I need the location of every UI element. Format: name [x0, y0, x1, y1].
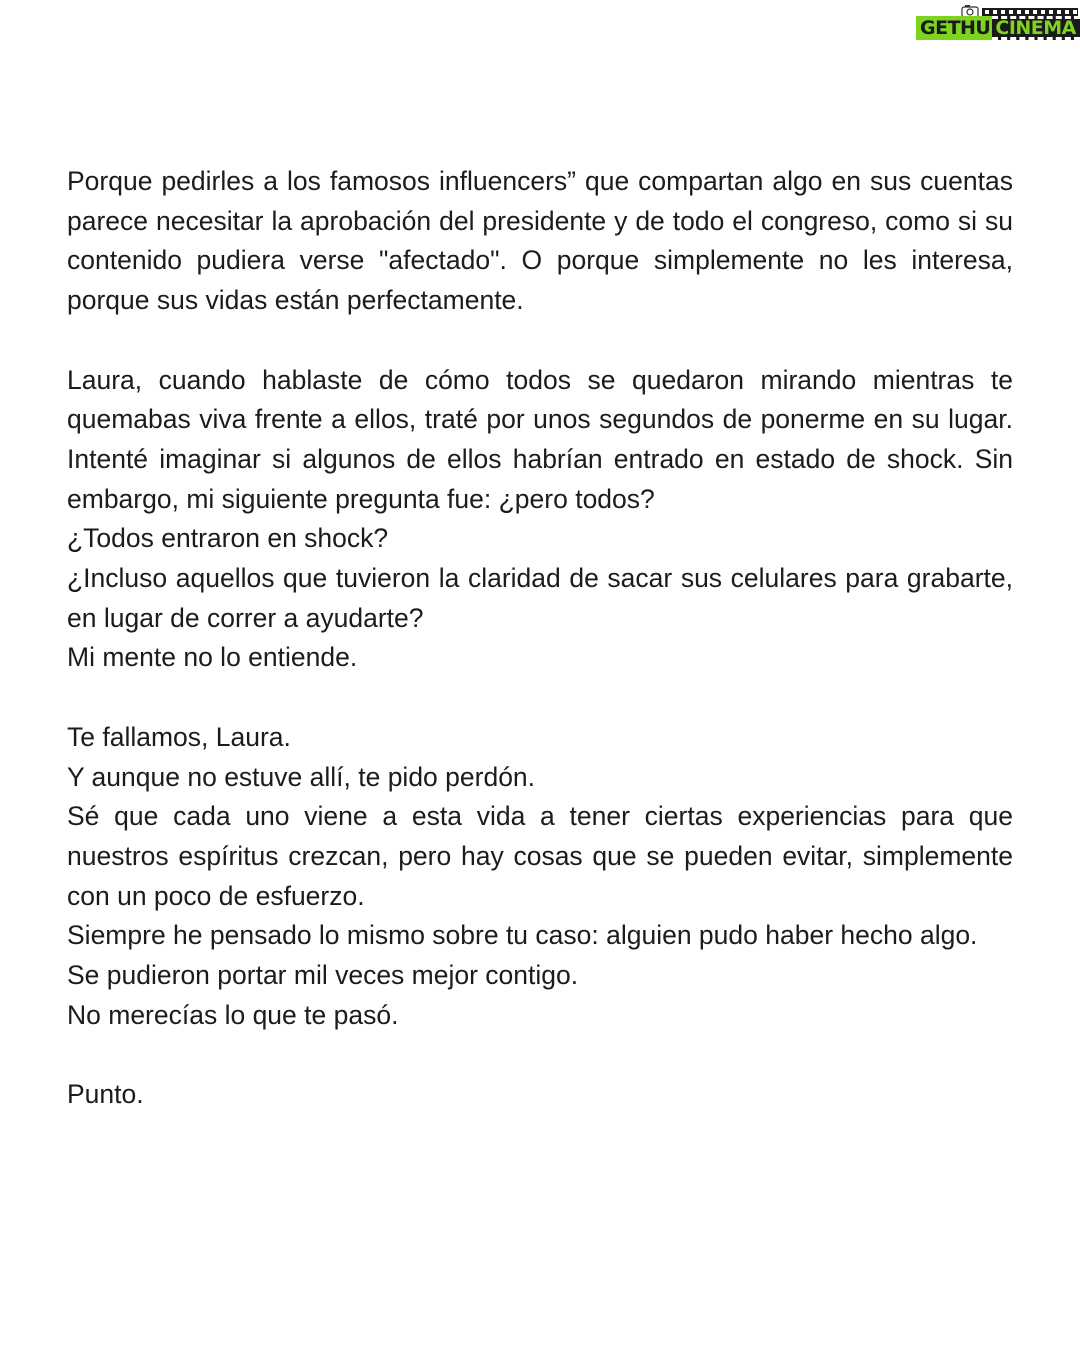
paragraph-2-line-3: ¿Incluso aquellos que tuvieron la claridad de sacar sus celulares para grabarte, en lugar de correr a ayudarte? — [67, 563, 1013, 633]
watermark-label — [916, 16, 1080, 40]
paragraph-3 — [67, 718, 1013, 1036]
paragraph-3-line-5: Se pudieron portar mil veces mejor contigo. — [67, 960, 579, 991]
paragraph-3-line-4: Siempre he pensado lo mismo sobre tu caso: alguien pudo haber hecho algo. — [67, 920, 978, 951]
paragraph-4: Punto. — [67, 1079, 144, 1110]
paragraph-3-line-1: Te fallamos, Laura. — [67, 721, 291, 752]
watermark-text-cinema: CINEMA — [992, 16, 1080, 40]
paragraph-3-line-3: Sé que cada uno viene a esta vida a tener ciertas experiencias para que nuestros espíritus crezcan, pero hay cosas que se pueden evitar, simplemente con un poco de esfuerzo. — [67, 801, 1013, 911]
paragraph-2-line-2: ¿Todos entraron en shock? — [67, 523, 389, 554]
paragraph-2-main: Laura, cuando hablaste de cómo todos se quedaron mirando mientras te quemabas viva frente a ellos, traté por unos segundos de ponerme en su lugar. Intenté imaginar si algunos de ellos habrían entrado en estado de shock. Sin embargo, mi siguiente pregunta fue: ¿pero todos? — [67, 364, 1013, 514]
watermark-text-gethu: GETHU — [916, 16, 992, 40]
gethu-cinema-watermark — [916, 4, 1080, 44]
paragraph-3-line-6: No merecías lo que te pasó. — [67, 999, 399, 1030]
letter-body — [67, 162, 1013, 1155]
paragraph-2 — [67, 361, 1013, 679]
paragraph-3-line-2: Y aunque no estuve allí, te pido perdón. — [67, 761, 536, 792]
paragraph-2-line-4: Mi mente no lo entiende. — [67, 642, 358, 673]
paragraph-1: Porque pedirles a los famosos influencers” que compartan algo en sus cuentas parece necesitar la aprobación del presidente y de todo el congreso, como si su contenido pudiera verse "afectado". O porque simplemente no les interesa, porque sus vidas están perfectamente. — [67, 166, 1013, 316]
